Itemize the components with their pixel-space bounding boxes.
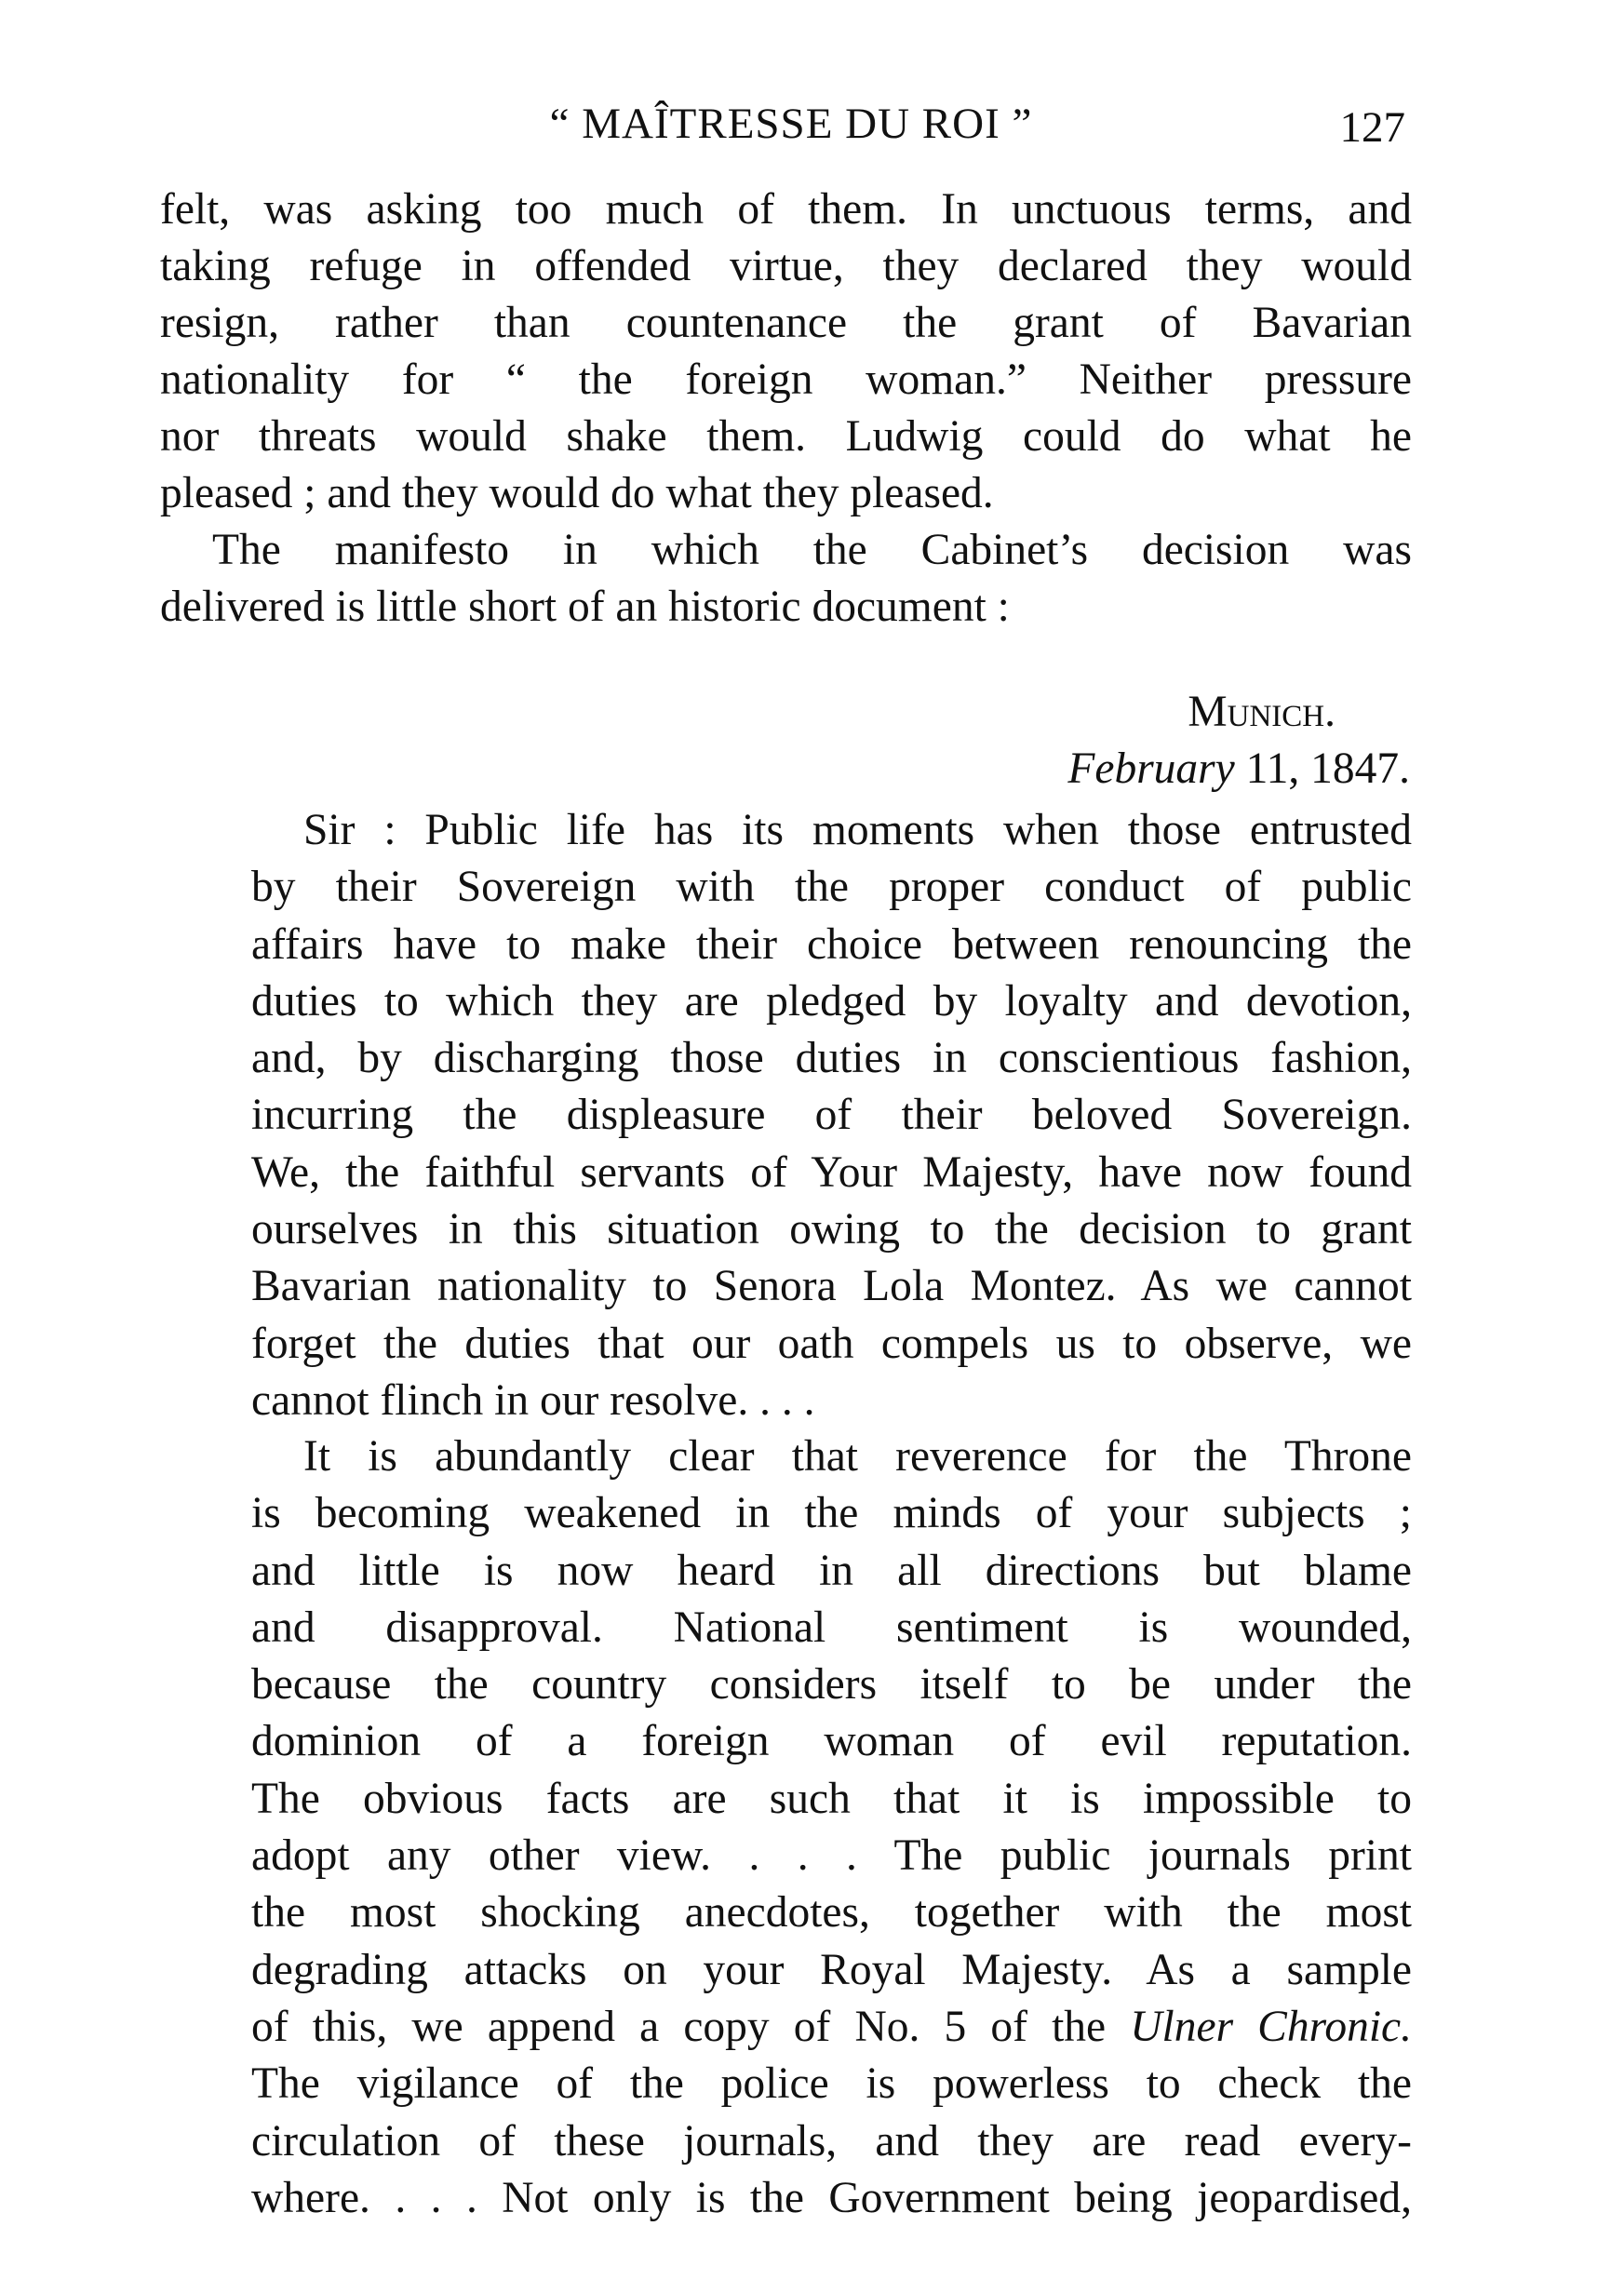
text-line: pleased ; and they would do what they pleased. bbox=[160, 469, 994, 517]
text-line: Sir : Public life has its moments when those entrusted bbox=[303, 806, 1412, 854]
text-line: nor threats would shake them. Ludwig could do what he bbox=[160, 412, 1412, 461]
running-head bbox=[158, 93, 1424, 158]
text-line: duties to which they are pledged by loyalty and devotion, bbox=[251, 976, 1412, 1026]
text-line: and, by discharging those duties in conscientious fashion, bbox=[251, 1034, 1412, 1083]
text-line: where. . . . Not only is the Government being jeopardised, bbox=[251, 2173, 1412, 2222]
text-line: resign, rather than countenance the grant of Bavarian bbox=[160, 299, 1412, 347]
letter-paragraph-1 bbox=[251, 802, 1412, 1429]
letter-date bbox=[1067, 744, 1410, 794]
text-line: Bavarian nationality to Senora Lola Montez. As we cannot bbox=[251, 1262, 1412, 1311]
text-line: is becoming weakened in the minds of your subjects ; bbox=[251, 1489, 1412, 1538]
paragraph-2 bbox=[160, 522, 1412, 636]
text-line-prefix: of this, we append a copy of No. 5 of the bbox=[251, 2002, 1131, 2051]
text-line: dominion of a foreign woman of evil reputation. bbox=[251, 1717, 1412, 1766]
text-line: and disapproval. National sentiment is wounded, bbox=[251, 1602, 1412, 1652]
journal-title: Ulner Chronic. bbox=[1130, 2002, 1412, 2051]
text-line: affairs have to make their choice between renouncing the bbox=[251, 919, 1412, 969]
text-line: taking refuge in offended virtue, they declared they would bbox=[160, 242, 1412, 290]
running-title: “ MAÎTRESSE DU ROI ” bbox=[549, 100, 1033, 148]
text-line: adopt any other view. . . . The public journals print bbox=[251, 1831, 1412, 1881]
text-line: The vigilance of the police is powerless to check the bbox=[251, 2059, 1412, 2109]
text-line: circulation of these journals, and they are read every- bbox=[251, 2116, 1412, 2166]
text-line: cannot flinch in our resolve. . . . bbox=[251, 1375, 815, 1425]
text-line: felt, was asking too much of them. In unctuous terms, and bbox=[160, 185, 1412, 234]
letter-place-text: Munich. bbox=[1188, 688, 1335, 736]
letter-place bbox=[1188, 687, 1335, 737]
text-line: nationality for “ the foreign woman.” Neither pressure bbox=[160, 355, 1412, 404]
letter-date-rest: 11, 1847. bbox=[1234, 744, 1410, 793]
paragraph-1 bbox=[160, 181, 1412, 522]
text-line: degrading attacks on your Royal Majesty. As a sample bbox=[251, 1945, 1412, 1994]
text-line bbox=[251, 1999, 1412, 2056]
page-number: 127 bbox=[1339, 103, 1405, 152]
text-line: ourselves in this situation owing to the decision to grant bbox=[251, 1205, 1412, 1254]
text-line: and little is now heard in all directions but blame bbox=[251, 1546, 1412, 1595]
text-line: because the country considers itself to be under the bbox=[251, 1660, 1412, 1710]
text-line: delivered is little short of an historic document : bbox=[160, 583, 1010, 631]
text-line: forget the duties that our oath compels us to observe, we bbox=[251, 1319, 1412, 1368]
letter-paragraph-2 bbox=[251, 1428, 1412, 2227]
text-line: by their Sovereign with the proper conduct of public bbox=[251, 863, 1412, 912]
text-line: The obvious facts are such that it is impossible to bbox=[251, 1774, 1412, 1823]
text-line: It is abundantly clear that reverence for the Throne bbox=[303, 1432, 1412, 1481]
letter-date-month: February bbox=[1067, 744, 1235, 793]
text-line: the most shocking anecdotes, together with the most bbox=[251, 1888, 1412, 1938]
text-line: The manifesto in which the Cabinet’s decision was bbox=[212, 526, 1412, 574]
text-line: incurring the displeasure of their beloved Sovereign. bbox=[251, 1091, 1412, 1140]
text-line: We, the faithful servants of Your Majesty, have now found bbox=[251, 1147, 1412, 1197]
